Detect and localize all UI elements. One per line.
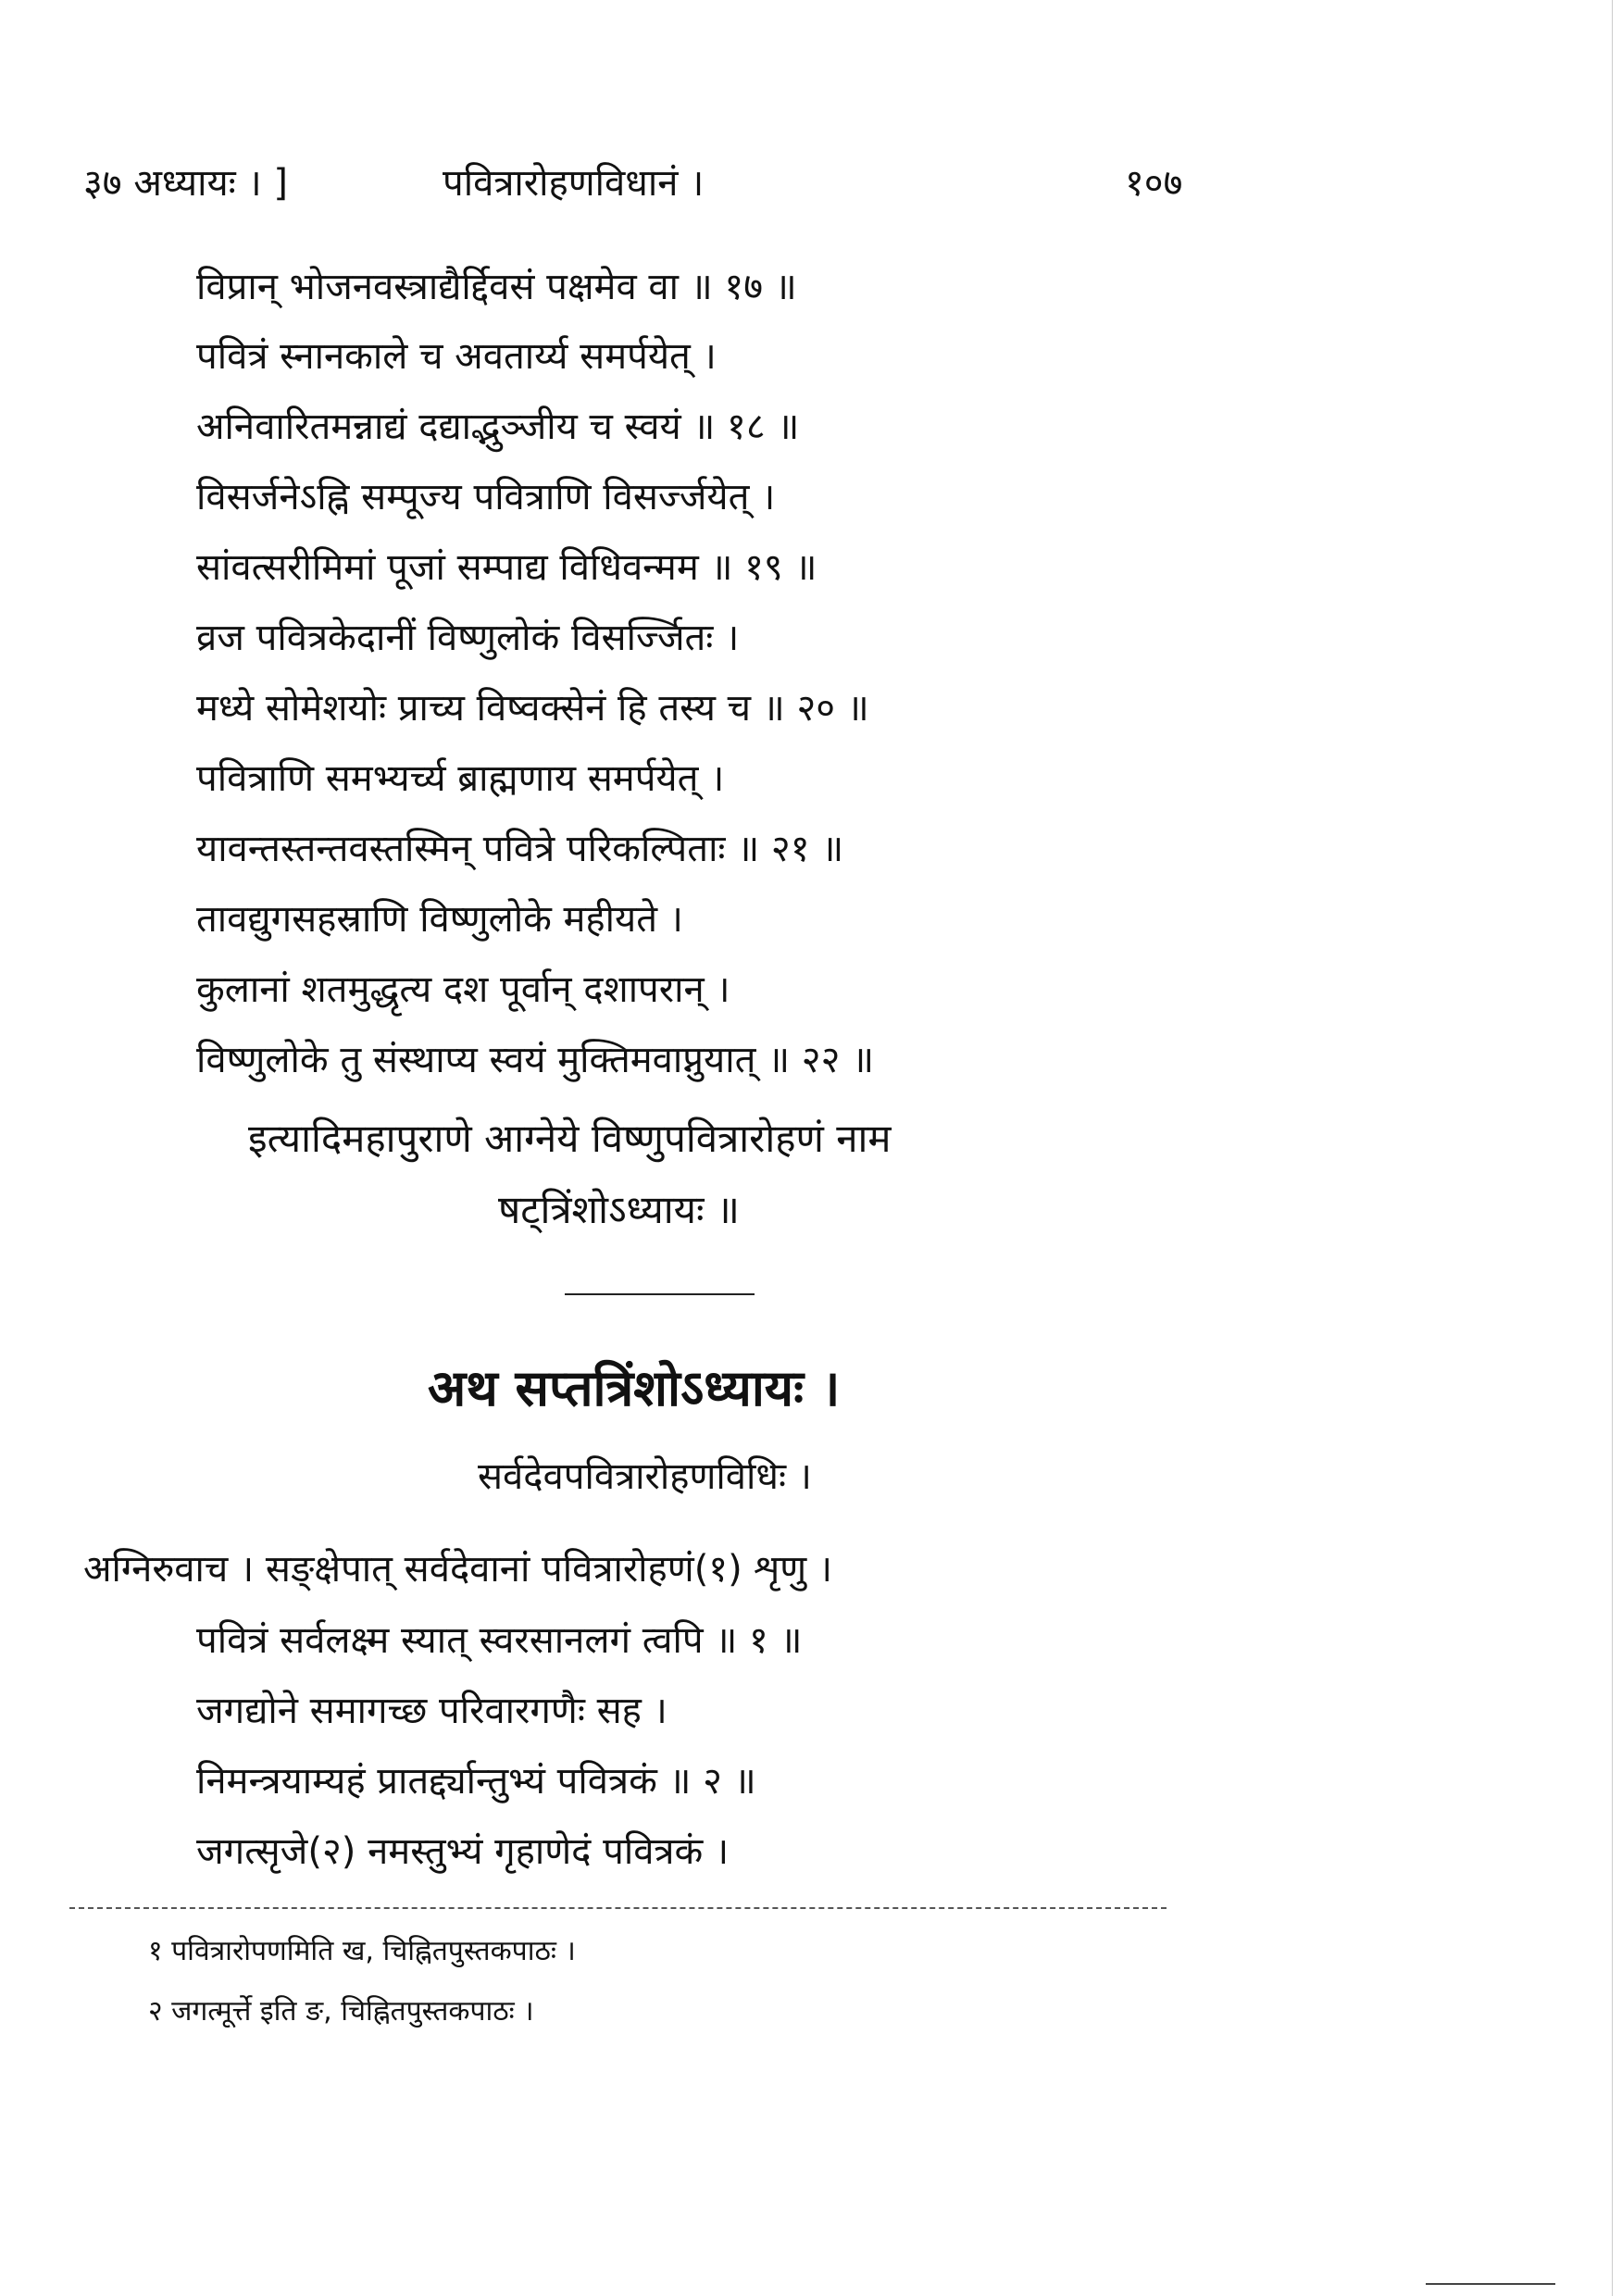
- scan-edge-line: [1612, 0, 1613, 2296]
- verse-line: अनिवारितमन्नाद्यं दद्याद्भुञ्जीय च स्वयं ॥ १८ ॥: [196, 406, 800, 448]
- header-chapter-ref: ३७ अध्यायः । ]: [83, 162, 288, 205]
- verse-line: जगत्सृजे(२) नमस्तुभ्यं गृहाणेदं पवित्रकं ।: [196, 1830, 730, 1873]
- verse-line: जगद्योने समागच्छ परिवारगणैः सह ।: [196, 1690, 668, 1732]
- footnote: २ जगत्मूर्त्ते इति ङ, चिह्नितपुस्तकपाठः ।: [148, 1995, 534, 2028]
- verse-line: विसर्जनेऽह्नि सम्पूज्य पवित्राणि विसर्ज्जयेत् ।: [196, 476, 776, 518]
- verse-line: विष्णुलोके तु संस्थाप्य स्वयं मुक्तिमवाप्नुयात् ॥ २२ ॥: [196, 1039, 875, 1081]
- header-title: पवित्रारोहणविधानं ।: [443, 162, 705, 205]
- verse-line: सांवत्सरीमिमां पूजां सम्पाद्य विधिवन्मम ॥ १९ ॥: [196, 546, 817, 589]
- corner-rule: [1426, 2283, 1555, 2285]
- verse-line: मध्ये सोमेशयोः प्राच्य विष्वक्सेनं हि तस्य च ॥ २० ॥: [196, 687, 869, 730]
- chapter-title: अथ सप्तत्रिंशोऽध्यायः ।: [428, 1359, 841, 1417]
- verse-line: कुलानां शतमुद्धृत्य दश पूर्वान् दशापरान् ।: [196, 968, 730, 1011]
- verse-line: पवित्रं सर्वलक्ष्म स्यात् स्वरसानलगं त्वपि ॥ १ ॥: [196, 1619, 803, 1662]
- verse-line: अग्निरुवाच । सङ्क्षेपात् सर्वदेवानां पवित्रारोहणं(१) शृणु ।: [83, 1548, 833, 1591]
- verse-line: पवित्राणि समभ्यर्च्य ब्राह्मणाय समर्पयेत् ।: [196, 757, 725, 800]
- section-separator: [565, 1293, 755, 1295]
- verse-line: निमन्त्रयाम्यहं प्रातर्द्द्यान्तुभ्यं पवित्रकं ॥ २ ॥: [196, 1760, 756, 1803]
- verse-line: पवित्रं स्नानकाले च अवतार्य्य समर्पयेत् ।: [196, 335, 717, 378]
- page-number: १०७: [1125, 162, 1183, 205]
- footnote: १ पवित्रारोपणमिति ख, चिह्नितपुस्तकपाठः ।: [148, 1935, 576, 1967]
- verse-line: व्रज पवित्रकेदानीं विष्णुलोकं विसर्ज्जितः ।: [196, 617, 740, 659]
- verse-line: यावन्तस्तन्तवस्तस्मिन् पवित्रे परिकल्पिताः ॥ २१ ॥: [196, 828, 844, 870]
- verse-line: तावद्युगसहस्राणि विष्णुलोके महीयते ।: [196, 898, 683, 941]
- footnote-rule: [69, 1907, 1167, 1909]
- colophon-line-1: इत्यादिमहापुराणे आग्नेये विष्णुपवित्रारोहणं नाम: [248, 1116, 892, 1161]
- colophon-line-2: षट्त्रिंशोऽध्यायः ॥: [498, 1187, 740, 1232]
- chapter-subtitle: सर्वदेवपवित्रारोहणविधिः ।: [478, 1455, 812, 1498]
- verse-line: विप्रान् भोजनवस्त्राद्यैर्द्दिवसं पक्षमेव वा ॥ १७ ॥: [196, 266, 797, 308]
